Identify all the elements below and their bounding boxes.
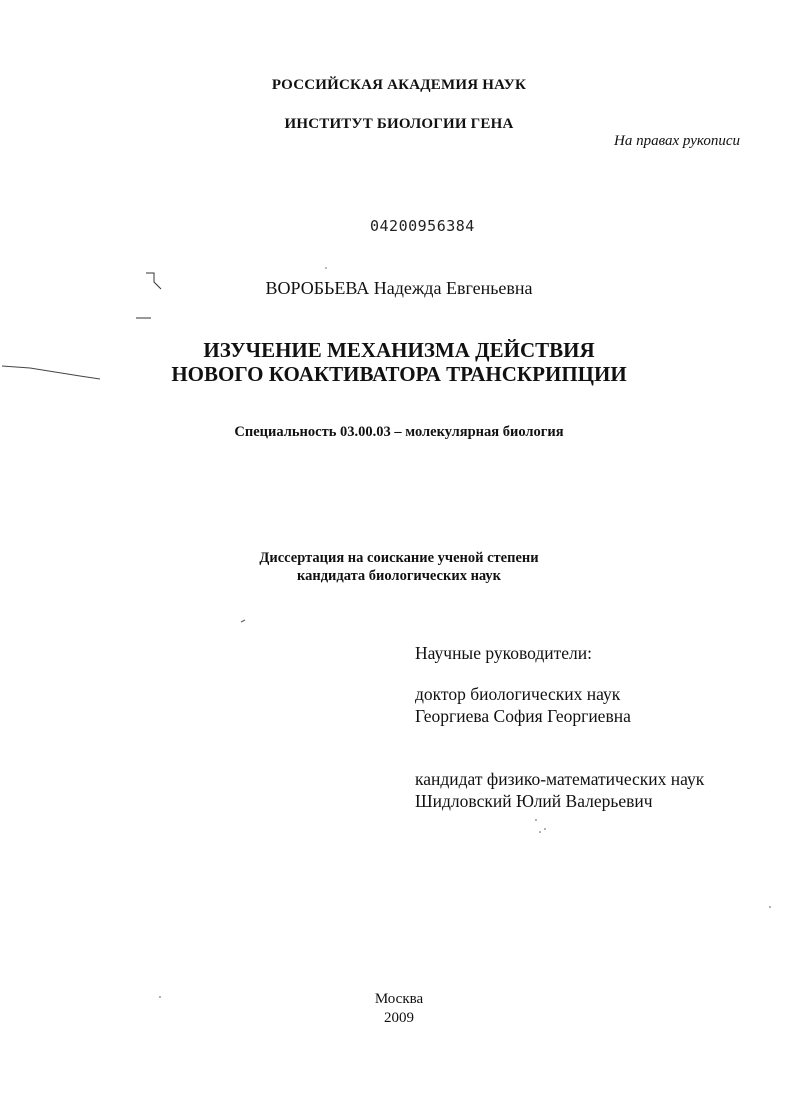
author-name: ВОРОБЬЕВА Надежда Евгеньевна bbox=[265, 278, 533, 298]
scan-speck bbox=[539, 831, 541, 833]
supervisor-2-degree: кандидат физико-математических наук bbox=[415, 769, 705, 789]
institute-name: ИНСТИТУТ БИОЛОГИИ ГЕНА bbox=[284, 116, 514, 132]
scan-speck bbox=[159, 996, 161, 998]
supervisor-2-name: Шидловский Юлий Валерьевич bbox=[415, 791, 653, 811]
manuscript-rights-note: На правах рукописи bbox=[614, 133, 740, 149]
scan-speck bbox=[544, 828, 546, 830]
degree-line-2: кандидата биологических наук bbox=[296, 568, 502, 584]
scan-speck bbox=[535, 819, 537, 821]
pen-mark-corner bbox=[146, 273, 161, 289]
degree-line-1: Диссертация на соискание ученой степени bbox=[259, 550, 539, 566]
scan-speck bbox=[325, 267, 326, 268]
title-line-1: ИЗУЧЕНИЕ МЕХАНИЗМА ДЕЙСТВИЯ bbox=[203, 338, 595, 362]
academy-name: РОССИЙСКАЯ АКАДЕМИЯ НАУК bbox=[271, 77, 527, 93]
specialty: Специальность 03.00.03 – молекулярная биология bbox=[234, 424, 564, 440]
year: 2009 bbox=[384, 1010, 414, 1026]
scan-speck bbox=[241, 620, 245, 622]
supervisor-1-name: Георгиева София Георгиевна bbox=[415, 706, 631, 726]
supervisor-1-degree: доктор биологических наук bbox=[415, 684, 621, 704]
scan-speck bbox=[769, 906, 771, 908]
pen-mark-stroke bbox=[2, 366, 100, 379]
supervisors-heading: Научные руководители: bbox=[415, 643, 592, 663]
title-line-2: НОВОГО КОАКТИВАТОРА ТРАНСКРИПЦИИ bbox=[171, 362, 627, 386]
city: Москва bbox=[374, 991, 424, 1007]
inventory-number: 04200956384 bbox=[370, 217, 475, 235]
